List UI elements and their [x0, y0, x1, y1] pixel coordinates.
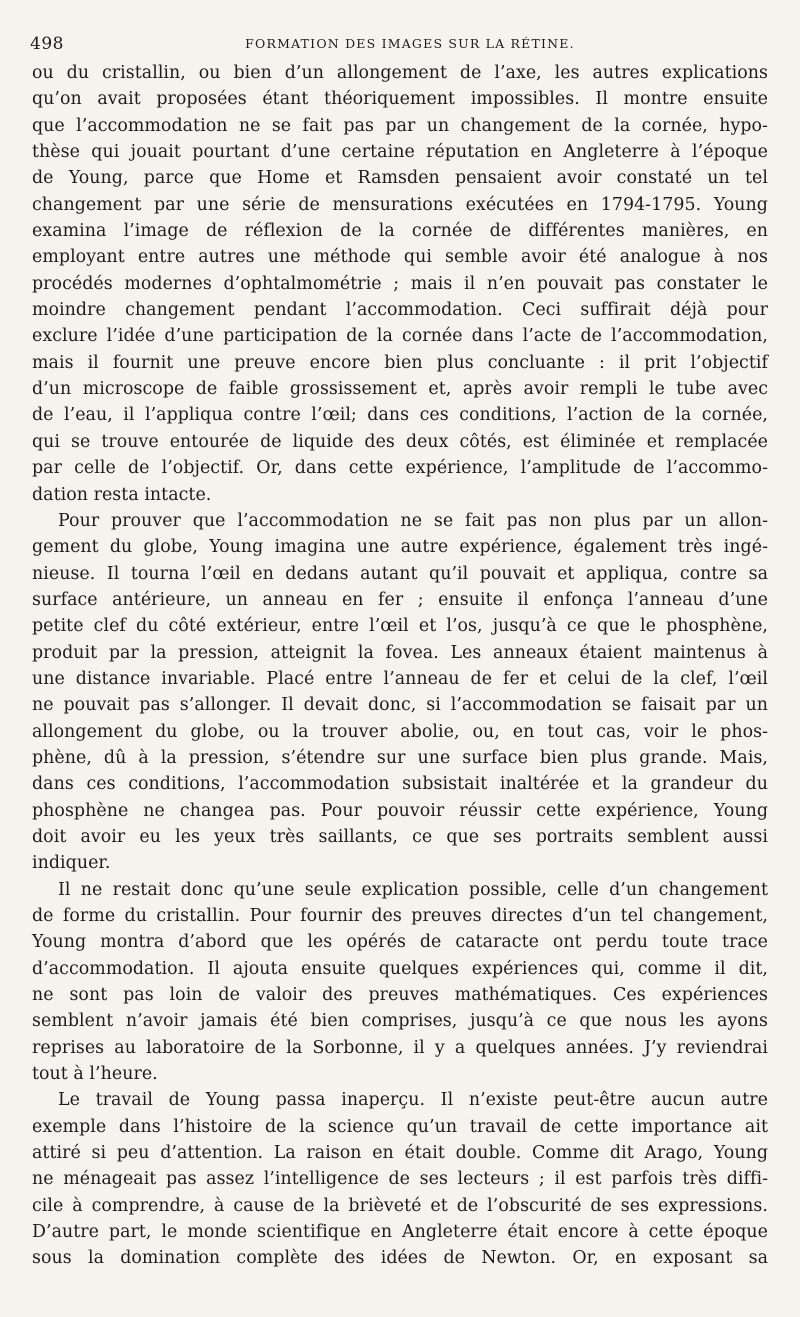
text-line: surface antérieure, un anneau en fer ; ensuite il enfonça l’anneau d’une [32, 589, 768, 610]
text-line: Le travail de Young passa inaperçu. Il n’existe peut-être aucun autre [58, 1090, 768, 1111]
text-line: reprises au laboratoire de la Sorbonne, il y a quelques années. J’y reviendrai [32, 1037, 768, 1058]
paragraph-4 [32, 1087, 768, 1271]
text-line: Young montra d’abord que les opérés de cataracte ont perdu toute trace [32, 932, 768, 953]
text-line: tout à l’heure. [32, 1064, 158, 1085]
text-line: employant entre autres une méthode qui semble avoir été analogue à nos [32, 247, 768, 268]
text-line: thèse qui jouait pourtant d’une certaine réputation en Angleterre à l’époque [32, 142, 768, 163]
text-line: doit avoir eu les yeux très saillants, ce que ses portraits semblent aussi [32, 826, 768, 847]
text-line: gement du globe, Young imagina une autre expérience, également très ingé- [32, 537, 768, 558]
text-line: Il ne restait donc qu’une seule explication possible, celle d’un changement [58, 879, 768, 900]
text-line: mais il fournit une preuve encore bien plus concluante : il prit l’objectif [32, 352, 768, 373]
text-line: moindre changement pendant l’accommodation. Ceci suffirait déjà pour [32, 300, 768, 321]
text-line: ne pouvait pas s’allonger. Il devait donc, si l’accommodation se faisait par un [32, 695, 768, 716]
text-line: cile à comprendre, à cause de la brièveté et de l’obscurité de ses expressions. [32, 1195, 768, 1216]
page-number: 498 [30, 34, 64, 54]
running-title: FORMATION DES IMAGES SUR LA RÉTINE. [245, 36, 575, 51]
text-line: allongement du globe, ou la trouver abolie, ou, en tout cas, voir le phos- [32, 721, 768, 742]
text-line: phosphène ne changea pas. Pour pouvoir réussir cette expérience, Young [32, 800, 768, 821]
text-line: produit par la pression, atteignit la fovea. Les anneaux étaient maintenus à [32, 642, 768, 663]
paragraph-3 [32, 877, 768, 1088]
text-line: dation resta intacte. [32, 484, 212, 505]
text-line: semblent n’avoir jamais été bien comprises, jusqu’à ce que nous les ayons [32, 1011, 768, 1032]
text-line: examina l’image de réflexion de la cornée de différentes manières, en [32, 221, 768, 242]
text-line: ne sont pas loin de valoir des preuves mathématiques. Ces expériences [32, 985, 768, 1006]
text-line: nieuse. Il tourna l’œil en dedans autant qu’il pouvait et appliqua, contre sa [32, 563, 768, 584]
page-header [30, 30, 770, 56]
text-line: qui se trouve entourée de liquide des deux côtés, est éliminée et remplacée [32, 431, 768, 452]
text-line: que l’accommodation ne se fait pas par un changement de la cornée, hypo- [32, 115, 768, 136]
text-line: petite clef du côté extérieur, entre l’œil et l’os, jusqu’à ce que le phosphène, [32, 616, 768, 637]
text-line: exemple dans l’histoire de la science qu’un travail de cette importance ait [32, 1116, 768, 1137]
body-text [32, 60, 768, 1272]
paragraph-2 [32, 508, 768, 877]
text-line: D’autre part, le monde scientifique en Angleterre était encore à cette époque [32, 1222, 768, 1243]
text-line: d’un microscope de faible grossissement et, après avoir rempli le tube avec [32, 379, 768, 400]
paragraph-1 [32, 60, 768, 508]
text-line: une distance invariable. Placé entre l’anneau de fer et celui de la clef, l’œil [32, 668, 768, 689]
text-line: phène, dû à la pression, s’étendre sur une surface bien plus grande. Mais, [32, 747, 768, 768]
text-line: de Young, parce que Home et Ramsden pensaient avoir constaté un tel [32, 168, 768, 189]
text-line: changement par une série de mensurations exécutées en 1794-1795. Young [32, 194, 768, 215]
text-line: ou du cristallin, ou bien d’un allongement de l’axe, les autres explications [32, 63, 768, 83]
text-line: de l’eau, il l’appliqua contre l’œil; dans ces conditions, l’action de la cornée, [32, 405, 768, 426]
text-line: ne ménageait pas assez l’intelligence de ses lecteurs ; il est parfois très diffi- [32, 1169, 768, 1190]
text-line: de forme du cristallin. Pour fournir des preuves directes d’un tel changement, [32, 906, 768, 926]
text-line: qu’on avait proposées étant théoriquement impossibles. Il montre ensuite [32, 89, 768, 110]
text-line: sous la domination complète des idées de Newton. Or, en exposant sa [32, 1248, 768, 1269]
text-line: procédés modernes d’ophtalmométrie ; mais il n’en pouvait pas constater le [32, 273, 768, 294]
text-line: par celle de l’objectif. Or, dans cette expérience, l’amplitude de l’accommo- [32, 458, 768, 479]
text-line: attiré si peu d’attention. La raison en était double. Comme dit Arago, Young [32, 1143, 768, 1164]
text-line: Pour prouver que l’accommodation ne se fait pas non plus par un allon- [58, 510, 768, 531]
text-line: indiquer. [32, 853, 111, 874]
text-line: exclure l’idée d’une participation de la cornée dans l’acte de l’accommodation, [32, 326, 768, 347]
text-line: dans ces conditions, l’accommodation subsistait inaltérée et la grandeur du [32, 774, 768, 795]
text-line: d’accommodation. Il ajouta ensuite quelques expériences qui, comme il dit, [32, 958, 768, 979]
